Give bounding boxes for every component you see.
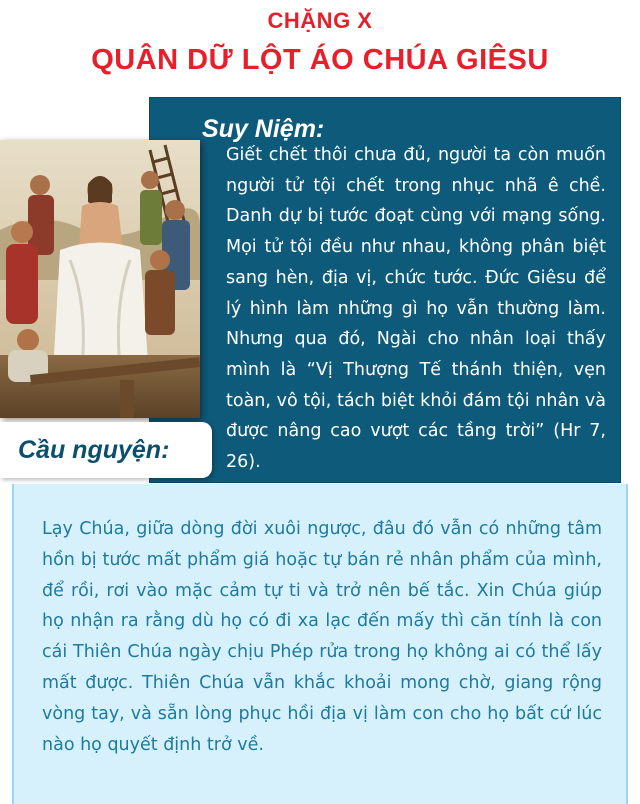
prayer-text: Lạy Chúa, giữa dòng đời xuôi ngược, đâu đó vẫn có những tâm hồn bị tước mất phẩm giá hoặc tự bán rẻ nhân phẩm của mình, để rồi, rơi vào mặc cảm tự ti và trở nên bế tắc. Xin Chúa giúp họ nhận ra rằng dù họ có đi xa lạc đến mấy thì căn tính là con cái Thiên Chúa ngày chịu Phép rửa trong họ không ai có thể lấy mất được. Thiên Chúa vẫn khắc khoải mong chờ, giang rộng vòng tay, và sẵn lòng phục hồi địa vị làm con cho họ bất cứ lúc nào họ quyết định trở về. (42, 519, 602, 755)
meditation-label: Suy Niệm: (202, 115, 325, 143)
prayer-label: Cầu nguyện: (0, 422, 212, 478)
stripping-of-jesus-painting (0, 140, 200, 418)
meditation-text: Giết chết thôi chưa đủ, người ta còn muốn người tử tội chết trong nhục nhã ê chề. Danh dự bị tước đoạt cùng với mạng sống. Mọi tử tội đều như nhau, không phân biệt sang hèn, địa vị, chức tước. Đức Giêsu để lý hình làm những gì họ vẫn thường làm. Nhưng qua đó, Ngài cho nhân loại thấy mình là “Vị Thượng Tế thánh thiện, vẹn toàn, vô tội, tách biệt khỏi đám tội nhân và được nâng cao vượt các tầng trời” (Hr 7, 26). (226, 145, 606, 473)
station-title: QUÂN DỮ LỘT ÁO CHÚA GIÊSU (91, 44, 549, 76)
station-number: CHẶNG X (267, 8, 373, 33)
